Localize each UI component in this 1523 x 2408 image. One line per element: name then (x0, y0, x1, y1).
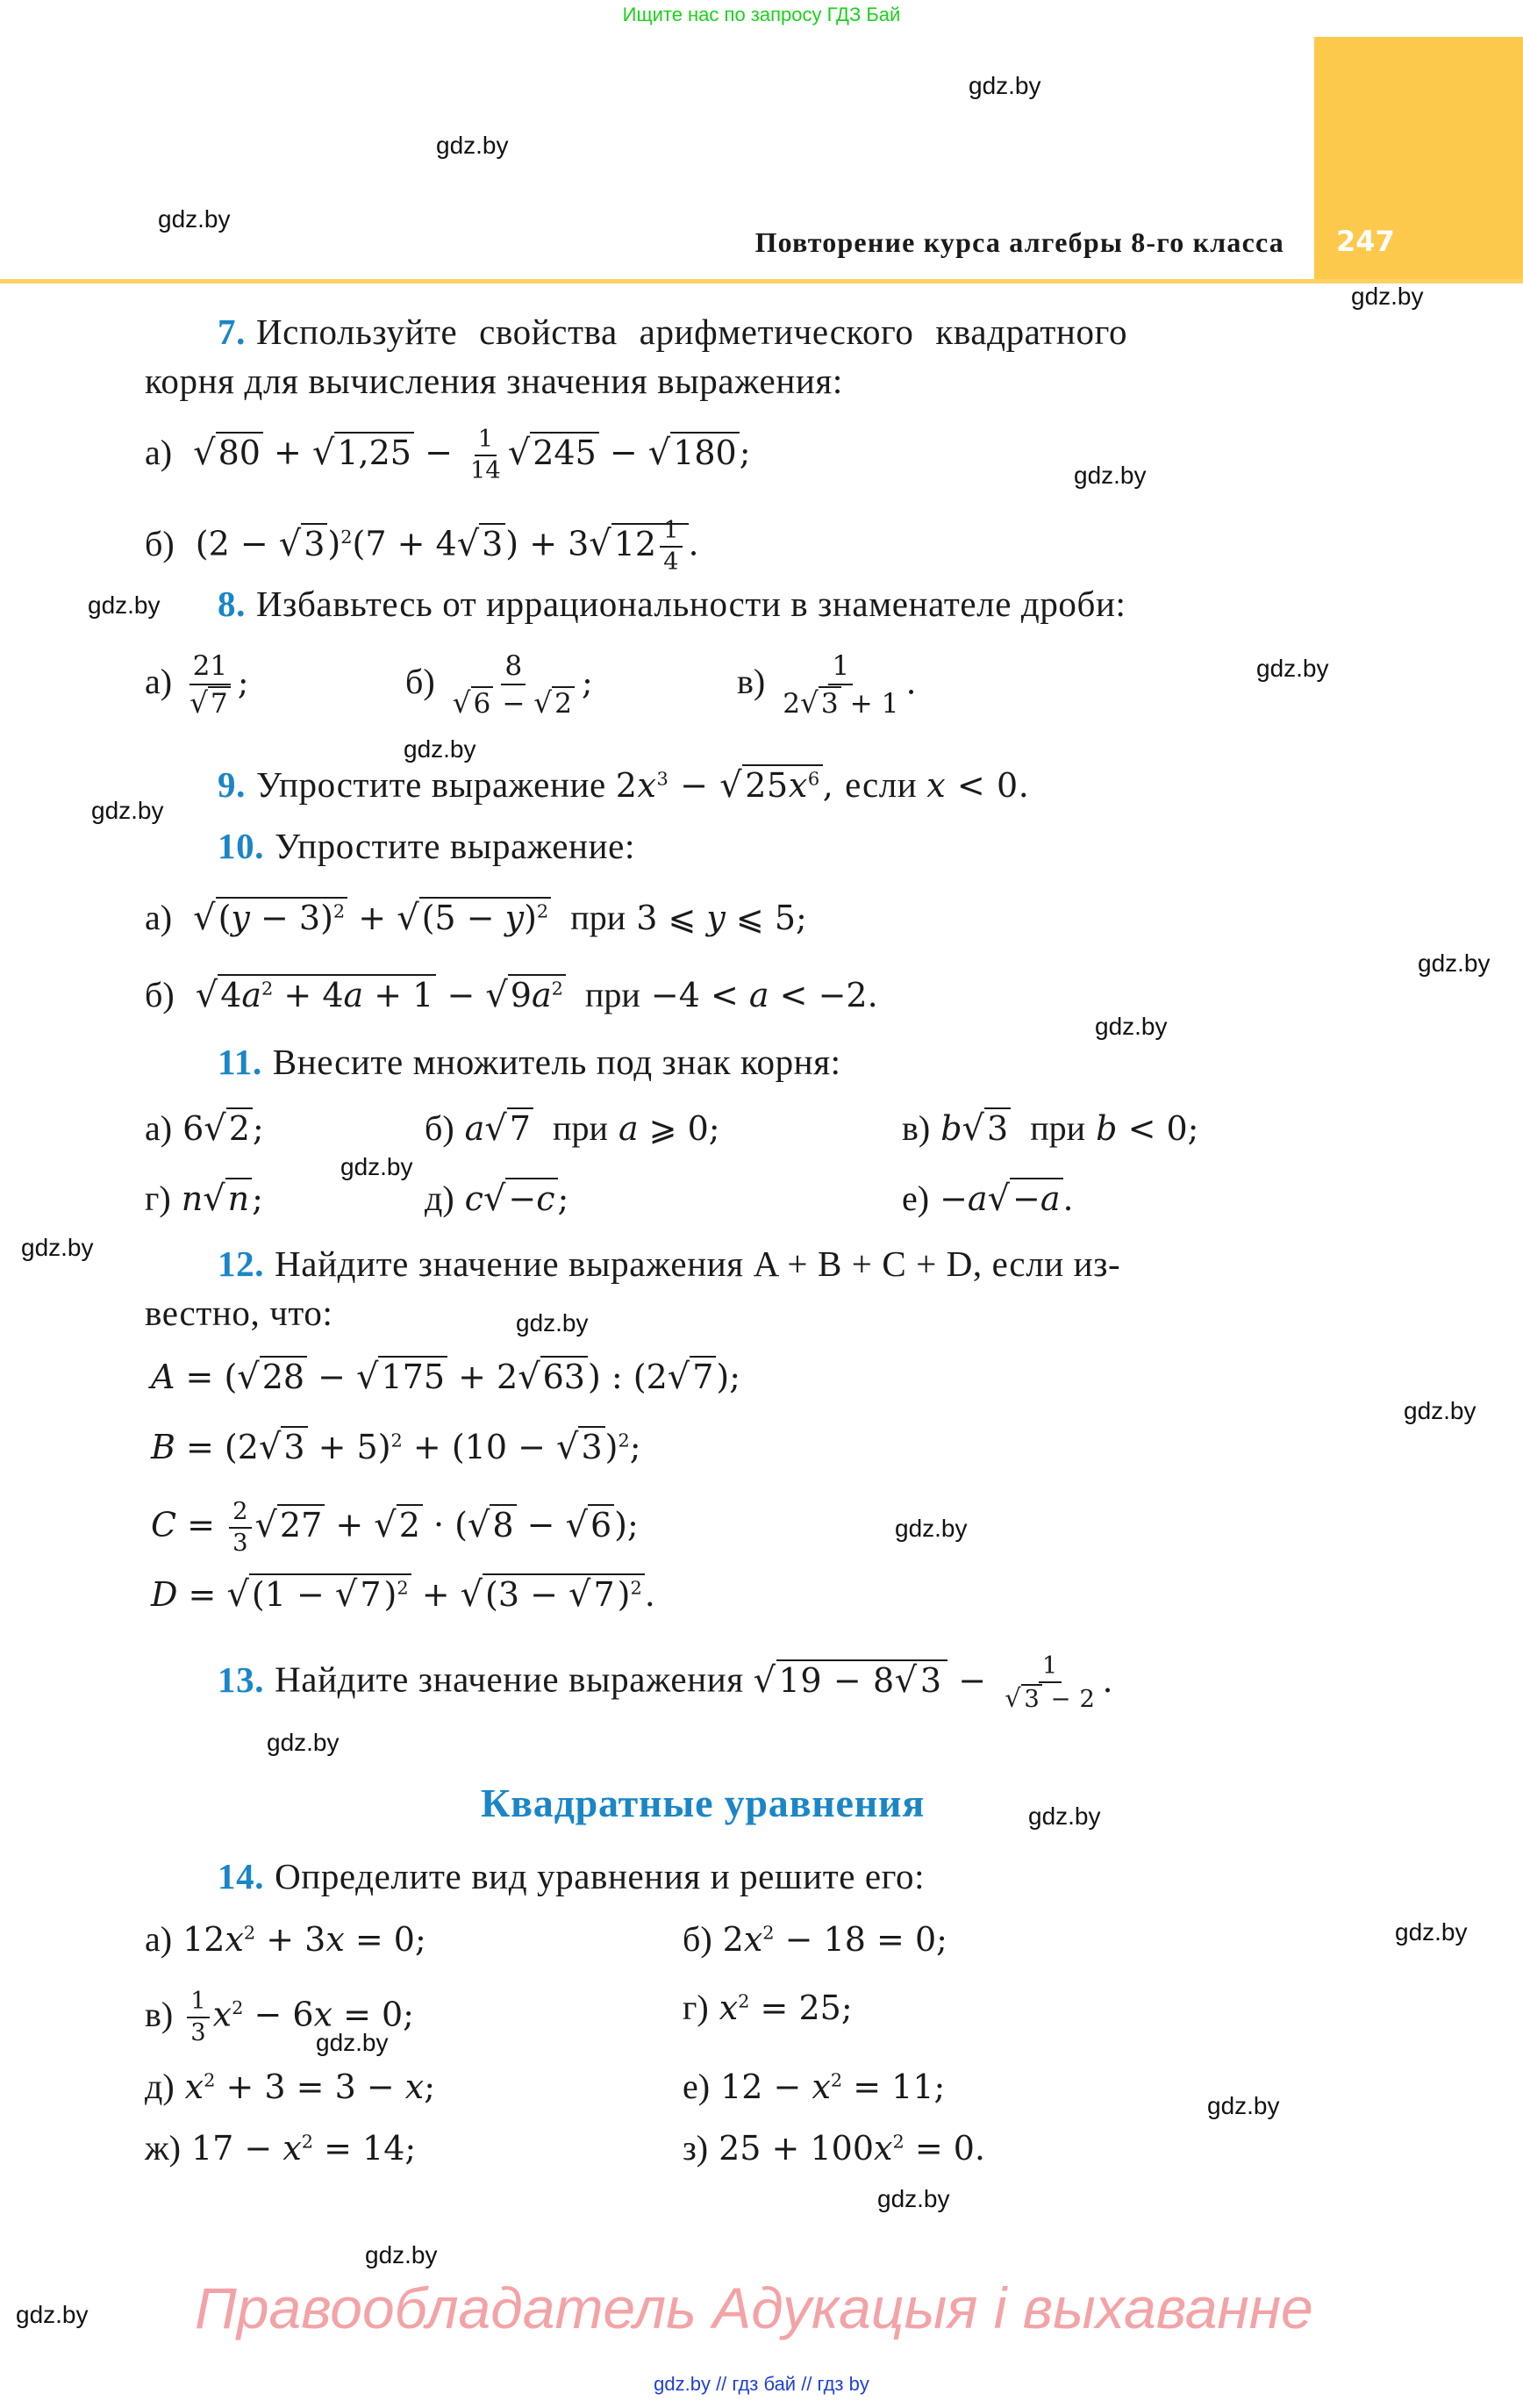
watermark: gdz.by (436, 132, 509, 159)
watermark: gdz.by (88, 591, 161, 619)
problem-11c: в) b√3 при b < 0; (902, 1108, 1199, 1149)
problem-11-statement: 11. Внесите множитель под знак корня: (218, 1042, 841, 1082)
problem-11b: б) a√7 при a ⩾ 0; (425, 1108, 720, 1149)
watermark: gdz.by (1207, 2092, 1280, 2119)
watermark: gdz.by (1074, 462, 1147, 489)
problem-14e: д) $x^2 + 3 = 3 - x$; (145, 2067, 436, 2106)
problem-number: 14. (218, 1856, 265, 1896)
watermark: gdz.by (365, 2241, 438, 2268)
problem-14g: ж) $17 - x^2 = 14$; (145, 2128, 417, 2168)
problem-12-D: $D = √(1 - √7)^2 + √(3 - √7)^2$. (151, 1574, 655, 1615)
watermark: gdz.by (1028, 1802, 1101, 1830)
top-banner: Ищите нас по запросу ГДЗ Бай (622, 4, 901, 25)
watermark: gdz.by (340, 1153, 413, 1180)
problem-7-statement-cont: корня для вычисления значения выражения: (145, 361, 843, 401)
watermark: gdz.by (404, 735, 476, 763)
header-rule (0, 279, 1523, 283)
problem-8-statement: 8. Избавьтесь от иррациональности в знаменателе дроби: (218, 584, 1126, 624)
problem-number: 8. (218, 584, 246, 624)
problem-number: 12. (218, 1243, 265, 1284)
problem-8c: в) $\frac{1}{2√3 + 1}$ . (737, 650, 917, 720)
problem-number: 7. (218, 312, 246, 352)
watermark: gdz.by (158, 205, 231, 233)
problem-8b: б) $\frac{8}{√6 - √2}$ ; (405, 650, 593, 720)
problem-12-C: C = $\frac{2}{3}$ √27 + √2 · (√8 − √6); (151, 1498, 639, 1558)
problem-12-statement: 12. Найдите значение выражения A + B + C + D, если из- (218, 1243, 1121, 1284)
watermark: gdz.by (969, 72, 1041, 99)
running-title: Повторение курса алгебры 8-го класса (754, 226, 1284, 258)
watermark: gdz.by (21, 1234, 94, 1261)
footer-links[interactable]: gdz.by // гдз бай // гдз by (654, 2373, 869, 2395)
problem-11d: г) n√n; (145, 1179, 263, 1219)
watermark: gdz.by (1256, 655, 1329, 682)
watermark: gdz.by (1095, 1013, 1168, 1040)
problem-number: 10. (218, 826, 265, 866)
watermark: gdz.by (895, 1515, 968, 1542)
problem-12-statement-cont: вестно, что: (145, 1293, 333, 1333)
problem-14-statement: 14. Определите вид уравнения и решите его: (218, 1856, 926, 1896)
problem-12-A: A = (√28 − √175 + 2√63) : (2√7); (151, 1357, 741, 1397)
watermark: gdz.by (1404, 1397, 1477, 1424)
watermark: gdz.by (1418, 950, 1491, 977)
problem-11a: а) 6√2; (145, 1108, 264, 1149)
problem-8a: а) $\frac{21}{√7}$ ; (145, 650, 249, 720)
problem-9-statement: 9. Упростите выражение $2x^3 - √25x^6$, если x < 0. (218, 764, 1030, 806)
problem-12-B: $B = (2√3 + 5)^2 + (10 - √3)^2$; (151, 1427, 641, 1467)
watermark: gdz.by (316, 2029, 389, 2056)
problem-number: 13. (218, 1659, 265, 1700)
watermark: gdz.by (516, 1309, 589, 1337)
problem-7-statement: 7. Используйте свойства арифметического квадратного (218, 312, 1128, 352)
problem-14b: б) $2x^2 - 18 = 0$; (683, 1919, 947, 1959)
section-heading: Квадратные уравнения (481, 1781, 926, 1825)
problem-14d: г) $x^2 = 25$; (683, 1988, 853, 2027)
problem-number: 9. (218, 764, 246, 805)
watermark: gdz.by (877, 2185, 950, 2212)
problem-14c: в) $\frac{1}{3}$ $x^2 - 6x = 0$; (145, 1988, 414, 2047)
watermark: gdz.by (91, 797, 164, 824)
watermark: gdz.by (16, 2301, 89, 2328)
page-number: 247 (1336, 225, 1395, 258)
problem-13-statement: 13. Найдите значение выражения √19 − 8√3 − $\frac{1}{√ 3 - 2}$ . (218, 1652, 1114, 1714)
watermark: gdz.by (267, 1729, 340, 1756)
problem-14h: з) $25 + 100x^2 = 0$. (683, 2128, 986, 2168)
problem-7b: б) $(2 - √3)^2(7 + 4√3) + 3√12$ $\frac{1}{4}$ . (145, 517, 699, 577)
rights-holder-watermark: Правообладатель Адукацыя і выхаванне (195, 2275, 1313, 2340)
watermark: gdz.by (1351, 283, 1424, 310)
problem-14a: а) $12x^2 + 3x = 0$; (145, 1919, 426, 1959)
watermark: gdz.by (1395, 1918, 1468, 1946)
problem-7a: а) √80 + √1,25 − $\frac{1}{14}$ √245 − √180; (145, 426, 751, 485)
problem-10-statement: 10. Упростите выражение: (218, 826, 635, 866)
problem-10b: б) $√4a^2 + 4a + 1 - √9a^2$ при −4 < a < −2. (145, 975, 878, 1015)
problem-14f: е) $12 - x^2 = 11$; (683, 2067, 946, 2106)
problem-11e: д) c√−c; (425, 1179, 569, 1219)
problem-number: 11. (218, 1042, 262, 1082)
problem-11f: е) −a√−a. (902, 1179, 1074, 1219)
problem-10a: а) $√(y - 3)^2 + √(5 - y)^2$ при 3 ⩽ y ⩽ 5; (145, 898, 807, 938)
